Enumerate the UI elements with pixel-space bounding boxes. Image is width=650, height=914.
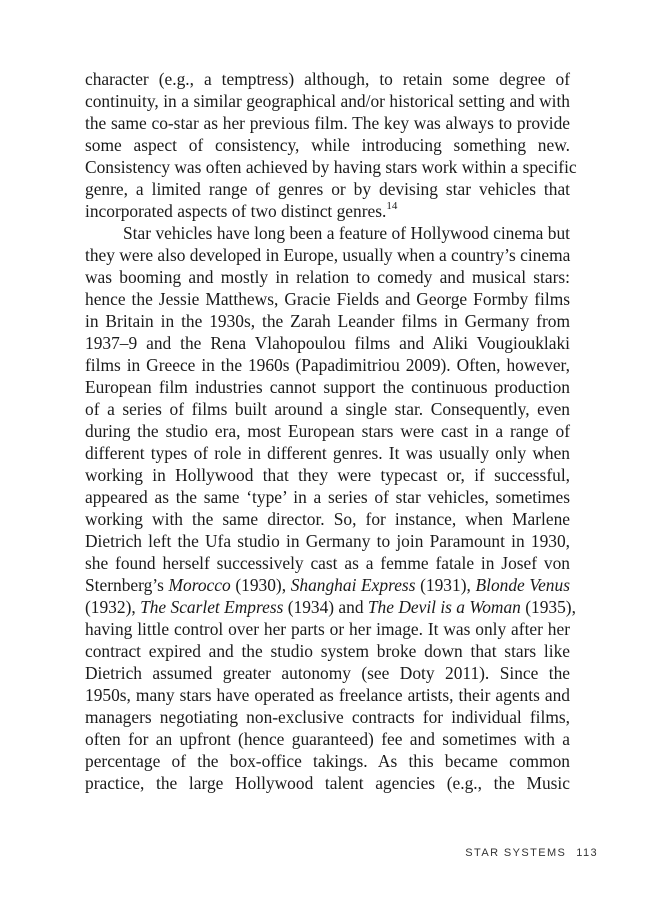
- film-title: Morocco: [168, 575, 231, 595]
- text-line: in Britain in the 1930s, the Zarah Leander films in Germany from: [85, 311, 570, 331]
- text-run: (1935),: [520, 597, 576, 617]
- text-line: continuity, in a similar geographical and/or historical setting and with: [85, 91, 570, 111]
- text-line: genre, a limited range of genres or by devising star vehicles that: [85, 179, 570, 199]
- text-run: (1930),: [230, 575, 291, 595]
- text-line: character (e.g., a temptress) although, to retain some degree of: [85, 69, 570, 89]
- text-line: she found herself successively cast as a femme fatale in Josef von: [85, 553, 570, 573]
- text-line: [85, 596, 576, 618]
- film-title: Blonde Venus: [475, 575, 570, 595]
- text-run: Sternberg’s: [85, 575, 169, 595]
- running-head: STAR SYSTEMS: [465, 847, 567, 859]
- text-line: different types of role in different genres. It was usually only when: [85, 443, 570, 463]
- text-line: Dietrich assumed greater autonomy (see Doty 2011). Since the: [85, 663, 570, 683]
- text-line: appeared as the same ‘type’ in a series of star vehicles, sometimes: [85, 487, 570, 507]
- text-line: hence the Jessie Matthews, Gracie Fields and George Formby films: [85, 289, 570, 309]
- text-line: Dietrich left the Ufa studio in Germany to join Paramount in 1930,: [85, 531, 570, 551]
- text-line: percentage of the box-office takings. As this became common: [85, 751, 570, 771]
- text-line: working with the same director. So, for instance, when Marlene: [85, 509, 570, 529]
- text-line: during the studio era, most European stars were cast in a range of: [85, 421, 570, 441]
- text-run: (1931),: [415, 575, 476, 595]
- text-line: 1950s, many stars have operated as freelance artists, their agents and: [85, 685, 570, 705]
- footnote-reference[interactable]: 14: [386, 200, 398, 213]
- text-line-content: incorporated aspects of two distinct genres.: [85, 201, 387, 221]
- text-line: often for an upfront (hence guaranteed) fee and sometimes with a: [85, 729, 570, 749]
- film-title: The Scarlet Empress: [140, 597, 284, 617]
- text-line: the same co-star as her previous film. The key was always to provide: [85, 113, 570, 133]
- text-line: some aspect of consistency, while introducing something new.: [85, 135, 570, 155]
- text-line: 1937–9 and the Rena Vlahopoulou films and Aliki Vougiouklaki: [85, 333, 570, 353]
- page-footer: [465, 847, 598, 859]
- film-title: Shanghai Express: [290, 575, 416, 595]
- body-text: [85, 68, 577, 794]
- paragraph-2: [85, 222, 576, 794]
- film-title: The Devil is a Woman: [367, 597, 521, 617]
- text-line: films in Greece in the 1960s (Papadimitriou 2009). Often, however,: [85, 355, 570, 375]
- text-run: (1934) and: [283, 597, 368, 617]
- text-line: working in Hollywood that they were typecast or, if successful,: [85, 465, 570, 485]
- text-line: practice, the large Hollywood talent agencies (e.g., the Music: [85, 773, 570, 793]
- text-line: of a series of films built around a single star. Consequently, even: [85, 399, 570, 419]
- paragraph-1: [85, 68, 577, 222]
- text-line: was booming and mostly in relation to comedy and musical stars:: [85, 267, 570, 287]
- text-line: they were also developed in Europe, usually when a country’s cinema: [85, 245, 571, 265]
- text-run: (1932),: [85, 597, 141, 617]
- text-line: European film industries cannot support the continuous production: [85, 377, 570, 397]
- text-line: contract expired and the studio system broke down that stars like: [85, 641, 570, 661]
- text-line: [85, 574, 570, 596]
- text-line: Star vehicles have long been a feature of Hollywood cinema but: [123, 223, 570, 243]
- text-line: [85, 200, 570, 222]
- text-line: Consistency was often achieved by having stars work within a specific: [85, 157, 577, 177]
- page-number: 113: [576, 847, 598, 859]
- text-line: managers negotiating non-exclusive contracts for individual films,: [85, 707, 570, 727]
- text-line: having little control over her parts or her image. It was only after her: [85, 619, 570, 639]
